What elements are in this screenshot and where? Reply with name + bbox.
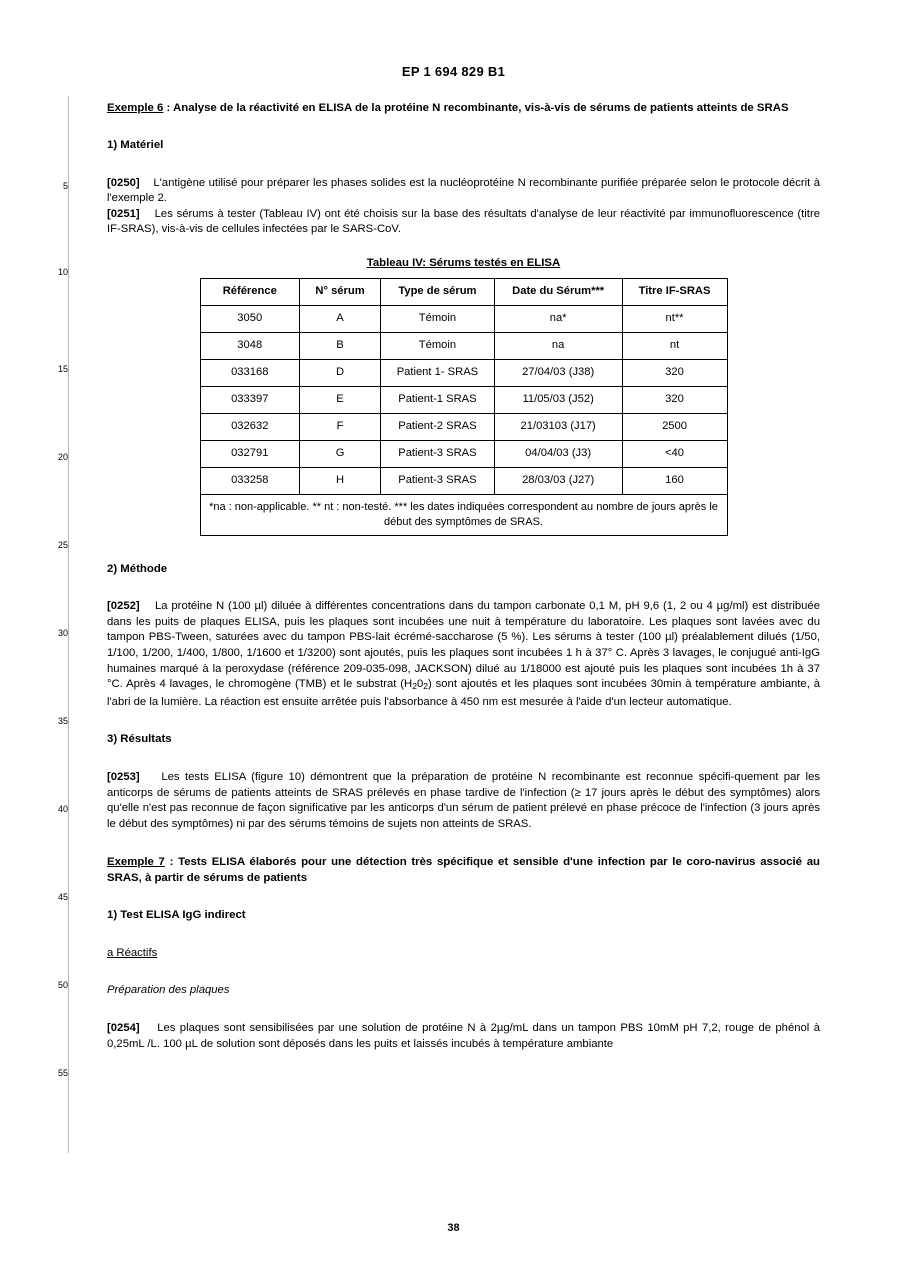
subscript-2b: 2 (423, 681, 428, 692)
example-7-title: : Tests ELISA élaborés pour une détection très spécifique et sensible d'une infection par le coro-navirus associé au SRAS, à partir de sérums de patients (107, 856, 820, 885)
section-materiel: 1) Matériel (107, 139, 164, 151)
cell-reference: 033168 (200, 359, 300, 386)
cell-serum-date: 04/04/03 (J3) (494, 440, 622, 467)
column-header-serum-number: N° sérum (300, 278, 381, 305)
paragraph-0250-text: L'antigène utilisé pour préparer les phases solides est la nucléoprotéine N recombinante purifiée préparée selon le protocole décrit à l'exemple 2. (107, 176, 821, 205)
cell-reference: 032791 (200, 440, 300, 467)
column-header-titre: Titre IF-SRAS (622, 278, 727, 305)
table-row (200, 332, 727, 359)
cell-serum-type: Témoin (381, 305, 495, 332)
line-number: 30 (57, 628, 68, 638)
cell-serum-number: E (300, 386, 381, 413)
cell-serum-number: D (300, 359, 381, 386)
column-rule (68, 96, 69, 1153)
cell-serum-type: Témoin (381, 332, 495, 359)
table-header-row (200, 278, 727, 305)
cell-serum-type: Patient-3 SRAS (381, 440, 495, 467)
line-number: 10 (57, 267, 68, 277)
table-iv-caption (200, 256, 728, 272)
subsection-reactifs-label: a Réactifs (107, 946, 158, 959)
example-7-heading (107, 854, 820, 886)
paragraph-0254-text-1: Les plaques sont sensibilisées par une solution de protéine N à 2 (157, 1022, 497, 1035)
cell-serum-type: Patient-1 SRAS (381, 386, 495, 413)
table-iv-label: Tableau IV (366, 256, 423, 269)
paragraph-0252-text-2: l) diluée à différentes concentrations dans du tampon carbonate 0,1 M, pH 9,6 (1, 2 ou 4 (261, 600, 717, 613)
section-resultats: 3) Résultats (107, 733, 172, 746)
subscript-2: 2 (412, 681, 417, 692)
micro-symbol: µ (185, 1037, 192, 1050)
line-number: 45 (57, 892, 68, 902)
document-body (107, 100, 820, 1052)
line-number: 55 (57, 1068, 68, 1078)
column-header-reference: Référence (200, 278, 300, 305)
cell-reference: 033258 (200, 467, 300, 494)
column-header-serum-type: Type de sérum (381, 278, 495, 305)
cell-serum-type: Patient-2 SRAS (381, 413, 495, 440)
micro-symbol: µ (254, 600, 262, 613)
table-row (200, 386, 727, 413)
cell-serum-number: H (300, 467, 381, 494)
column-header-serum-date: Date du Sérum*** (494, 278, 622, 305)
paragraph-0252-text-3: g/ml) est distribuée dans les puits de plaques ELISA, puis les plaques sont incubées une nuit à température du laboratoire. Les plaques sont lavées avec du tampon PBS-Tween, saturées avec du tampon PBS-lait écrémé-saccharose (5 %). Les sérums à tester (100 (107, 600, 820, 644)
cell-serum-number: A (300, 305, 381, 332)
line-number: 15 (57, 364, 68, 374)
line-number: 40 (57, 804, 68, 814)
example-6-title: : Analyse de la réactivité en ELISA de la protéine N recombinante, vis-à-vis de sérums de patients atteints de SRAS (163, 102, 789, 114)
section-test-elisa-igg: 1) Test ELISA IgG indirect (107, 909, 246, 922)
paragraph-0250-tag: [0250] (107, 176, 140, 189)
paragraph-0253 (107, 770, 820, 832)
cell-serum-date: na* (494, 305, 622, 332)
line-number: 20 (57, 452, 68, 462)
cell-serum-date: 11/05/03 (J52) (494, 386, 622, 413)
paragraph-0251-tag: [0251] (107, 207, 140, 220)
paragraph-0252-text-4: l) préalablement dilués (1/50, 1/100, 1/200, 1/400, 1/800, 1/1600 et 1/3200) sont ajoutés, puis les plaques sont incubées 1 h à 37° C. Après 3 lavages, le conjugué anti-IgG humaines marqué à la peroxydase (référence 209-035-098, JACKSON) dilué au 1/18000 est ajouté puis les plaques sont incubées 1h à 37 °C. Après 4 lavages, le chromogène (TMB) et le substrat (H (107, 631, 820, 691)
paragraph-0254 (107, 1021, 820, 1052)
cell-reference: 032632 (200, 413, 300, 440)
cell-serum-number: G (300, 440, 381, 467)
paragraph-0251 (107, 207, 820, 238)
example-6-heading (107, 100, 820, 116)
cell-titre: 320 (622, 359, 727, 386)
table-footnote-row (200, 494, 727, 535)
paragraph-0251-text: Les sérums à tester (Tableau IV) ont été choisis sur la base des résultats d'analyse de leur réactivité par immunofluorescence (titre IF-SRAS), vis-à-vis de cellules infectées par le SARS-CoV. (107, 207, 820, 236)
table-row (200, 413, 727, 440)
micro-symbol: µ (496, 1022, 504, 1035)
paragraph-0254-text-3: L de solution sont déposés dans les puits et laissés incubés à température ambiante (191, 1037, 614, 1050)
cell-titre: 2500 (622, 413, 727, 440)
document-header: EP 1 694 829 B1 (401, 64, 506, 79)
page-number: 38 (447, 1222, 460, 1234)
table-row (200, 359, 727, 386)
cell-serum-type: Patient-3 SRAS (381, 467, 495, 494)
table-iv (200, 256, 728, 536)
cell-titre: <40 (622, 440, 727, 467)
paragraph-0252-text-5: 0 (416, 678, 424, 691)
table-row (200, 467, 727, 494)
paragraph-0252-text-1: La protéine N (100 (155, 600, 255, 613)
cell-titre: 320 (622, 386, 727, 413)
paragraph-0252-text-6: ) sont ajoutés et les plaques sont incubées 30min à température ambiante, à l'abri de la lumière. La réaction est ensuite arrêtée puis l'absorbance à 450 nm est mesurée à l'aide d'un lecteur automatique. (107, 678, 820, 708)
line-number: 5 (62, 181, 68, 191)
line-number: 35 (57, 716, 68, 726)
serum-table (200, 278, 728, 536)
cell-reference: 033397 (200, 386, 300, 413)
example-6-label: Exemple 6 (107, 102, 164, 114)
micro-symbol: µ (665, 631, 672, 644)
cell-reference: 3050 (200, 305, 300, 332)
paragraph-0252 (107, 599, 820, 710)
micro-symbol: µ (716, 600, 724, 613)
cell-titre: 160 (622, 467, 727, 494)
subsection-preparation-plaques: Préparation des plaques (107, 984, 230, 997)
line-number: 50 (57, 980, 68, 990)
paragraph-0253-tag: [0253] (107, 770, 140, 783)
table-iv-title: : Sérums testés en ELISA (422, 256, 561, 269)
cell-titre: nt (622, 332, 727, 359)
cell-serum-date: 28/03/03 (J27) (494, 467, 622, 494)
section-methode: 2) Méthode (107, 562, 168, 575)
paragraph-0252-tag: [0252] (107, 600, 140, 613)
subsection-reactifs (107, 946, 820, 962)
table-footnote: *na : non-applicable. ** nt : non-testé. *** les dates indiquées correspondent au nombre de jours après le début des symptômes de SRAS. (200, 494, 727, 535)
cell-serum-date: 21/03103 (J17) (494, 413, 622, 440)
line-number: 25 (57, 540, 68, 550)
paragraph-0254-tag: [0254] (107, 1022, 140, 1035)
table-row (200, 440, 727, 467)
cell-serum-date: 27/04/03 (J38) (494, 359, 622, 386)
cell-serum-number: B (300, 332, 381, 359)
table-row (200, 305, 727, 332)
cell-titre: nt** (622, 305, 727, 332)
paragraph-0253-text: Les tests ELISA (figure 10) démontrent que la préparation de protéine N recombinante est reconnue spécifi-quement par les anticorps de sérums de patients atteints de SRAS prélevés en phase tardive de l'infection (≥ 17 jours après le début des symptômes) alors qu'elle n'est pas reconnue de façon significative par les anticorps d'un sérum de patient prélevé en phase précoce de l'infection (3 jours après le début des symptômes) ni par des sérums témoins de sujets non atteints de SRAS. (107, 770, 820, 830)
paragraph-0250 (107, 176, 820, 207)
example-7-label: Exemple 7 (107, 856, 165, 869)
paragraph-0254-text-2: g/mL dans un tampon PBS 10mM pH 7,2, rouge de phénol à 0,25mL /L. 100 (107, 1022, 820, 1050)
cell-serum-type: Patient 1- SRAS (381, 359, 495, 386)
cell-reference: 3048 (200, 332, 300, 359)
cell-serum-number: F (300, 413, 381, 440)
cell-serum-date: na (494, 332, 622, 359)
